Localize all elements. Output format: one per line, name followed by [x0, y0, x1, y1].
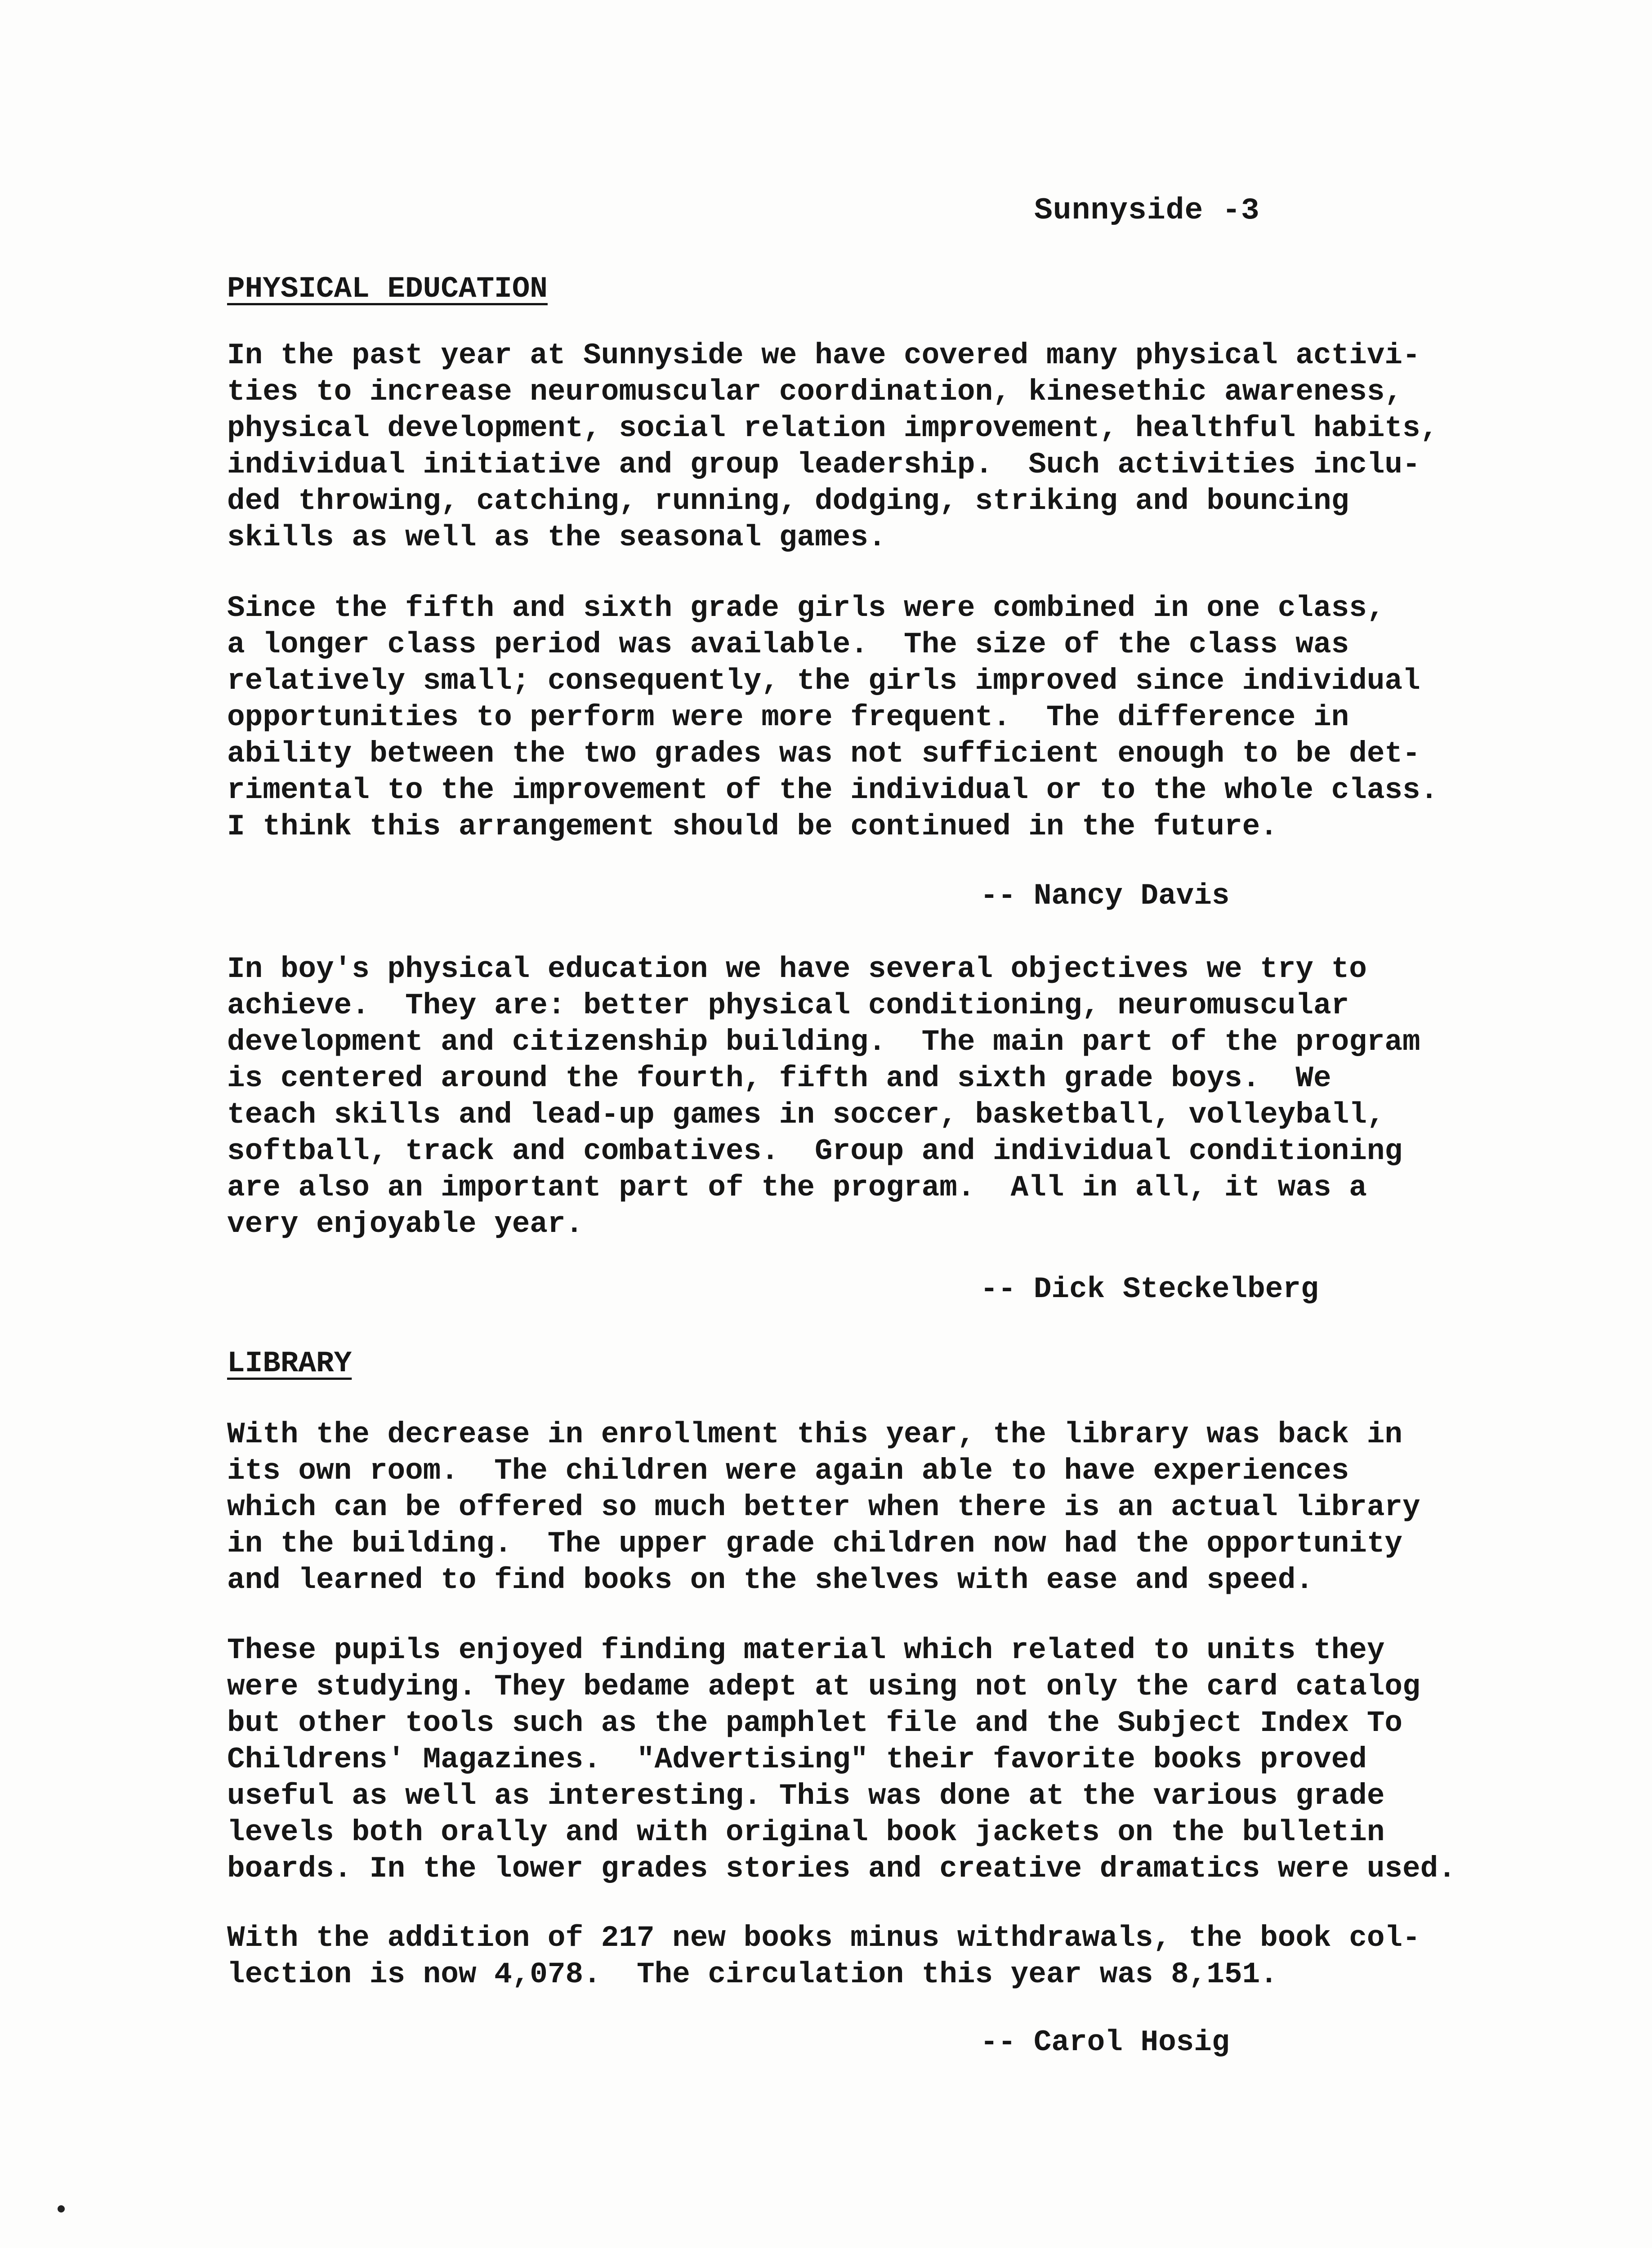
scan-speck: [58, 2205, 65, 2212]
signature-nancy-davis: -- Nancy Davis: [980, 879, 1230, 913]
text-line: rimental to the improvement of the individual or to the whole class.: [227, 773, 1438, 807]
text-line: Childrens' Magazines. "Advertising" their favorite books proved: [227, 1743, 1367, 1776]
text-line: is centered around the fourth, fifth and sixth grade boys. We: [227, 1062, 1331, 1095]
text-line: ability between the two grades was not sufficient enough to be det-: [227, 737, 1420, 771]
text-line: softball, track and combatives. Group and individual conditioning: [227, 1134, 1403, 1168]
text-line: achieve. They are: better physical conditioning, neuromuscular: [227, 989, 1349, 1022]
signature-carol-hosig: -- Carol Hosig: [980, 2025, 1230, 2059]
text-line: With the addition of 217 new books minus withdrawals, the book col-: [227, 1921, 1420, 1955]
text-line: In boy's physical education we have several objectives we try to: [227, 952, 1367, 986]
text-line: Since the fifth and sixth grade girls were combined in one class,: [227, 591, 1385, 625]
text-line: useful as well as interesting. This was done at the various grade: [227, 1779, 1385, 1813]
library-paragraph-3: [227, 1920, 1495, 1993]
text-line: development and citizenship building. The main part of the program: [227, 1025, 1420, 1059]
signature-dick-steckelberg: -- Dick Steckelberg: [980, 1272, 1319, 1306]
text-line: opportunities to perform were more frequent. The difference in: [227, 700, 1349, 734]
pe-paragraph-2: [227, 590, 1495, 845]
library-paragraph-2: [227, 1632, 1495, 1887]
text-line: in the building. The upper grade children now had the opportunity: [227, 1527, 1403, 1561]
text-line: teach skills and lead-up games in soccer, basketball, volleyball,: [227, 1098, 1385, 1132]
text-line: were studying. They bedame adept at using not only the card catalog: [227, 1670, 1420, 1704]
library-paragraph-1: [227, 1416, 1495, 1598]
text-line: a longer class period was available. The size of the class was: [227, 628, 1349, 661]
text-line: In the past year at Sunnyside we have covered many physical activi-: [227, 339, 1420, 372]
library-heading: LIBRARY: [227, 1347, 352, 1380]
pe-paragraph-3: [227, 951, 1495, 1242]
text-line: lection is now 4,078. The circulation this year was 8,151.: [227, 1958, 1278, 1991]
text-line: relatively small; consequently, the girls improved since individual: [227, 664, 1420, 698]
text-line: levels both orally and with original book jackets on the bulletin: [227, 1815, 1385, 1849]
physical-education-heading: PHYSICAL EDUCATION: [227, 272, 548, 306]
text-line: These pupils enjoyed finding material which related to units they: [227, 1633, 1385, 1667]
text-line: individual initiative and group leadership. Such activities inclu-: [227, 448, 1420, 482]
text-line: physical development, social relation improvement, healthful habits,: [227, 411, 1438, 445]
page-header: Sunnyside -3: [1034, 193, 1260, 228]
text-line: skills as well as the seasonal games.: [227, 521, 886, 554]
text-line: and learned to find books on the shelves with ease and speed.: [227, 1563, 1313, 1597]
text-line: but other tools such as the pamphlet file and the Subject Index To: [227, 1706, 1403, 1740]
text-line: boards. In the lower grades stories and creative dramatics were used.: [227, 1852, 1456, 1886]
text-line: which can be offered so much better when there is an actual library: [227, 1490, 1420, 1524]
text-line: ded throwing, catching, running, dodging, striking and bouncing: [227, 484, 1349, 518]
text-line: With the decrease in enrollment this year, the library was back in: [227, 1418, 1403, 1451]
pe-paragraph-1: [227, 337, 1495, 556]
text-line: very enjoyable year.: [227, 1207, 584, 1241]
text-line: its own room. The children were again able to have experiences: [227, 1454, 1349, 1488]
text-line: I think this arrangement should be continued in the future.: [227, 810, 1278, 843]
text-line: are also an important part of the program. All in all, it was a: [227, 1171, 1367, 1204]
text-line: ties to increase neuromuscular coordination, kinesethic awareness,: [227, 375, 1403, 409]
